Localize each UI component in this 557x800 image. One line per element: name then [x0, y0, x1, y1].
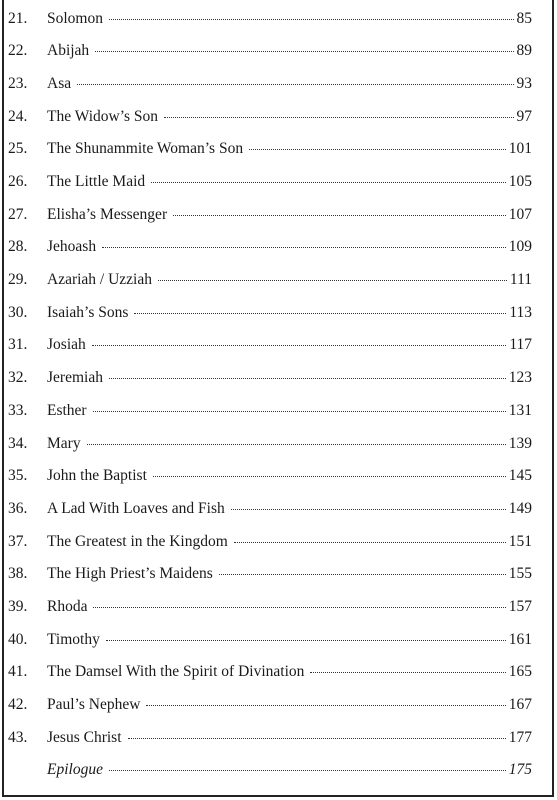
toc-entry-title: Jeremiah	[47, 369, 103, 387]
toc-entry[interactable]	[0, 67, 557, 100]
toc-entry-number: 30.	[8, 303, 28, 321]
dot-leader	[87, 444, 506, 445]
toc-entry[interactable]	[0, 35, 557, 68]
toc-entry-number: 33.	[8, 401, 28, 419]
toc-entry-title: Abijah	[47, 42, 90, 60]
toc-entry-title: Jesus Christ	[47, 728, 122, 746]
dot-leader	[134, 313, 506, 314]
toc-entry-title: Rhoda	[47, 597, 88, 615]
toc-entry-number: 39.	[8, 597, 28, 615]
toc-entry-title: Elisha’s Messenger	[47, 205, 168, 223]
toc-entry-page: 89	[516, 42, 532, 60]
toc-entry-title: The Greatest in the Kingdom	[47, 532, 228, 550]
table-of-contents	[0, 2, 557, 787]
toc-entry-number: 26.	[8, 173, 28, 191]
toc-entry[interactable]	[0, 296, 557, 329]
toc-entry-page: 157	[508, 597, 532, 615]
toc-entry-number: 25.	[8, 140, 28, 158]
toc-entry-number: 40.	[8, 630, 28, 648]
toc-entry[interactable]	[0, 133, 557, 166]
epilogue-page: 175	[508, 761, 532, 779]
toc-entry[interactable]	[0, 721, 557, 754]
dot-leader	[153, 476, 506, 477]
dot-leader	[93, 411, 506, 412]
toc-entry-page: 113	[509, 303, 532, 321]
toc-entry[interactable]	[0, 2, 557, 35]
toc-entry[interactable]	[0, 264, 557, 297]
dot-leader	[102, 247, 506, 248]
dot-leader	[109, 19, 514, 20]
toc-entry-title: Jehoash	[47, 238, 97, 256]
toc-entry[interactable]	[0, 460, 557, 493]
toc-entry-title: Esther	[47, 401, 87, 419]
toc-entry-title: The Widow’s Son	[47, 107, 159, 125]
toc-entry-number: 22.	[8, 42, 28, 60]
toc-entry-title: John the Baptist	[47, 467, 147, 485]
toc-entry-number: 23.	[8, 74, 28, 92]
dot-leader	[234, 542, 506, 543]
dot-leader	[92, 345, 507, 346]
toc-entry-page: 117	[509, 336, 532, 354]
toc-entry-number: 29.	[8, 271, 28, 289]
toc-entry-title: The Shunammite Woman’s Son	[47, 140, 244, 158]
toc-entry-title: Isaiah’s Sons	[47, 303, 129, 321]
toc-entry-page: 165	[508, 663, 532, 681]
toc-entry-title: Timothy	[47, 630, 100, 648]
dot-leader	[219, 574, 506, 575]
toc-entry-number: 42.	[8, 696, 28, 714]
toc-entry[interactable]	[0, 623, 557, 656]
toc-entry-page: 109	[508, 238, 532, 256]
toc-entry-page: 149	[508, 499, 532, 517]
toc-entry-title: The Little Maid	[47, 173, 146, 191]
toc-entry[interactable]	[0, 558, 557, 591]
toc-entry[interactable]	[0, 688, 557, 721]
dot-leader	[146, 705, 505, 706]
dot-leader	[106, 640, 506, 641]
toc-entry-page: 145	[508, 467, 532, 485]
toc-entry[interactable]	[0, 427, 557, 460]
dot-leader	[310, 672, 505, 673]
dot-leader	[77, 84, 513, 85]
toc-entry[interactable]	[0, 656, 557, 689]
toc-entry[interactable]	[0, 231, 557, 264]
toc-entry[interactable]	[0, 590, 557, 623]
toc-entry-number: 34.	[8, 434, 28, 452]
dot-leader	[93, 607, 505, 608]
toc-entry-number: 31.	[8, 336, 28, 354]
toc-entry[interactable]	[0, 362, 557, 395]
toc-entry-number: 43.	[8, 728, 28, 746]
toc-entry-page: 97	[516, 107, 532, 125]
toc-entry-page: 155	[508, 565, 532, 583]
toc-entry-page: 107	[508, 205, 532, 223]
dot-leader	[128, 738, 506, 739]
toc-entry-page: 85	[516, 9, 532, 27]
toc-entry[interactable]	[0, 492, 557, 525]
toc-entry-title: Paul’s Nephew	[47, 696, 141, 714]
toc-entry-number: 37.	[8, 532, 28, 550]
toc-entry-number: 38.	[8, 565, 28, 583]
toc-entry-number: 28.	[8, 238, 28, 256]
toc-entry-title: The High Priest’s Maidens	[47, 565, 213, 583]
toc-entry-title: Azariah / Uzziah	[47, 271, 152, 289]
dot-leader	[109, 770, 506, 771]
toc-entry-page: 101	[508, 140, 532, 158]
toc-entry-title: Asa	[47, 74, 72, 92]
toc-entry-title: Solomon	[47, 9, 103, 27]
toc-entry-page: 131	[508, 401, 532, 419]
dot-leader	[231, 509, 506, 510]
toc-entry-number: 35.	[8, 467, 28, 485]
toc-entry-number: 41.	[8, 663, 28, 681]
toc-entry-page: 105	[508, 173, 532, 191]
toc-entry-number: 27.	[8, 205, 28, 223]
toc-entry[interactable]	[0, 329, 557, 362]
dot-leader	[151, 182, 506, 183]
toc-entry[interactable]	[0, 100, 557, 133]
toc-entry[interactable]	[0, 165, 557, 198]
toc-entry-number: 36.	[8, 499, 28, 517]
dot-leader	[109, 378, 506, 379]
toc-entry[interactable]	[0, 198, 557, 231]
toc-entry-title: A Lad With Loaves and Fish	[47, 499, 225, 517]
toc-entry-page: 139	[508, 434, 532, 452]
toc-entry-number: 32.	[8, 369, 28, 387]
toc-entry-number: 24.	[8, 107, 28, 125]
toc-entry-title: Josiah	[47, 336, 86, 354]
toc-entry-number: 21.	[8, 9, 28, 27]
dot-leader	[95, 51, 513, 52]
toc-entry-title: Mary	[47, 434, 81, 452]
toc-entry-title: The Damsel With the Spirit of Divination	[47, 663, 305, 681]
dot-leader	[249, 149, 506, 150]
toc-entry-page: 151	[508, 532, 532, 550]
dot-leader	[158, 280, 507, 281]
dot-leader	[164, 117, 513, 118]
toc-entry-epilogue[interactable]	[0, 754, 557, 787]
toc-entry-page: 111	[509, 271, 532, 289]
toc-entry-page: 167	[508, 696, 532, 714]
toc-entry-page: 161	[508, 630, 532, 648]
epilogue-title: Epilogue	[47, 761, 103, 779]
toc-entry-page: 177	[508, 728, 532, 746]
toc-entry[interactable]	[0, 525, 557, 558]
toc-entry[interactable]	[0, 394, 557, 427]
toc-entry-page: 93	[516, 74, 532, 92]
toc-entry-page: 123	[508, 369, 532, 387]
dot-leader	[173, 215, 506, 216]
